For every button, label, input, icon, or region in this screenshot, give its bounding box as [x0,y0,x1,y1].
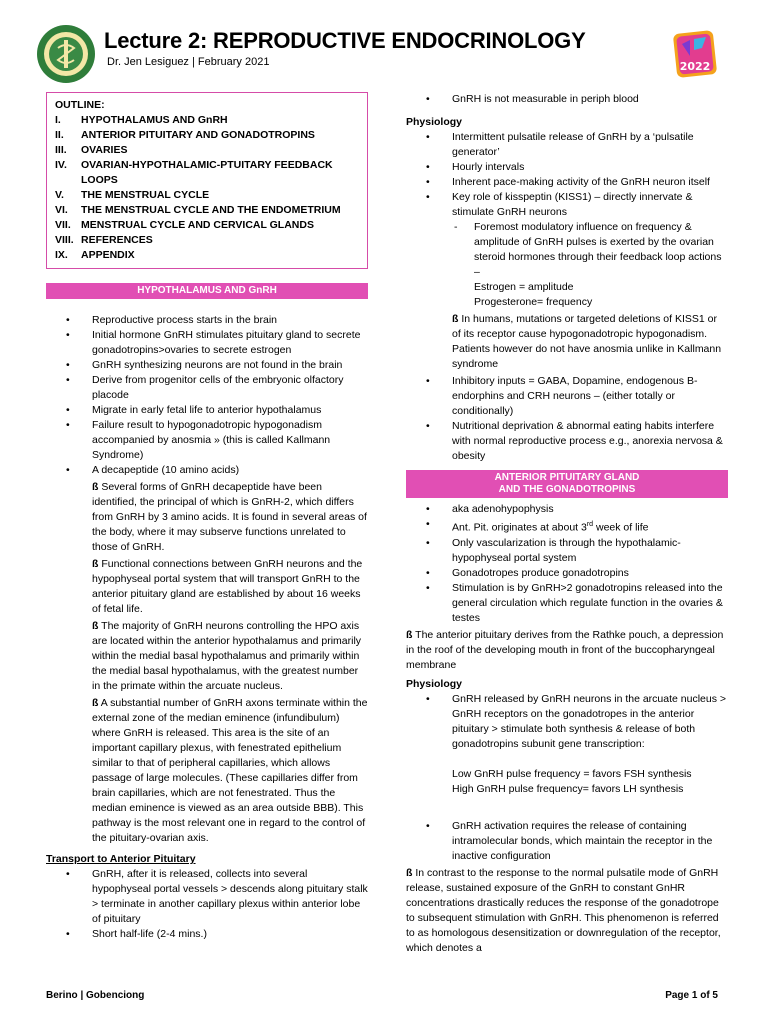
outline-item-number: IX. [55,249,68,261]
high-pulse-line: High GnRH pulse frequency= favors LH synthesis [452,782,684,795]
origin-text-end: week of life [593,521,649,534]
list-item: • Initial hormone GnRH stimulates pituitary gland to secrete gonadotropins>ovaries to secrete estrogen [46,328,368,358]
dash-item-text: Foremost modulatory influence on frequency & amplitude of GnRH pulses is exerted by the ovarian steroid hormones through their feedback loop actions – [474,221,722,278]
page-footer [46,990,718,1001]
page-header [0,0,768,90]
list-item: • Failure result to hypogonadotropic hypogonadism accompanied by anosmia » (this is called Kallmann Syndrome) [46,418,368,463]
note-paragraph-text: A substantial number of GnRH axons terminate within the external zone of the median eminence (infundibulum) where GnRH is released. This area is the site of an important capillary plexus, with fenestrated epithelium similar to that of peripheral capillaries, which allows passage of large molecules. (These capillaries differ from brain capillaries, which are not fenestrated. Thus the median eminence is viewed as an area outside BBB). This pathway is the most relevant one in regard to the control of the pituitary-ovarian axis. [92,697,368,844]
note-paragraph-text: Several forms of GnRH decapeptide have been identified, the principal of which is GnRH-2, which differs from GnRH by 3 amino acids. It is found in several areas of the body, where it may subserve functions unrelated to those of GnRH. [92,481,367,553]
outline-item [55,143,361,158]
progesterone-line: Progesterone= frequency [474,296,593,308]
origin-text: Ant. Pit. originates at about 3 [452,521,587,534]
left-column [46,92,368,942]
pulse-frequency-notes [452,767,728,797]
outline-item-label: OVARIAN-HYPOTHALAMIC-PTUITARY FEEDBACK LOOPS [81,159,333,186]
section-banner-anterior-pituitary [406,470,728,498]
list-item: • Intermittent pulsatile release of GnRH by a ‘pulsatile generator’ [406,130,728,160]
list-item: • GnRH synthesizing neurons are not found in the brain [46,358,368,373]
list-item: • Reproductive process starts in the brain [46,313,368,328]
outline-item-number: VIII. [55,234,74,246]
outline-item-number: VII. [55,219,71,231]
banner-line-1: ANTERIOR PITUITARY GLAND [494,472,640,483]
list-item: • Nutritional deprivation & abnormal eating habits interfere with normal reproductive process e.g., anorexia nervosa & obesity [406,419,728,464]
banner-line-2: AND THE GONADOTROPINS [498,484,636,495]
transport-heading: Transport to Anterior Pituitary [46,853,196,865]
note-paragraph-text: The majority of GnRH neurons controlling the HPO axis are located within the anterior hypothalamus and primarily within the medial basal hypothalamus and primarily within the medial basal hypothalamus, with the greatest number in the primate within the arcuate nucleus. [92,620,362,692]
outline-item [55,233,361,248]
estrogen-line: Estrogen = amplitude [474,281,574,293]
section-banner-hypothalamus: HYPOTHALAMUS AND GnRH [46,283,368,299]
low-pulse-line: Low GnRH pulse frequency = favors FSH synthesis [452,767,692,780]
desensitization-paragraph-text: In contrast to the response to the normal pulsatile mode of GnRH release, sustained exposure of the GnRH to constant GnHR concentrations drastically reduces the response of the gonadotrope to subsequent stimulation with GnRH. This phenomenon is referred to as homologous desensitization or downregulation of the receptor, which denotes a [406,866,721,954]
outline-item-number: IV. [55,159,67,171]
anterior-pituitary-bullet-list [406,502,728,626]
list-item: • Key role of kisspeptin (KISS1) – directly innervate & stimulate GnRH neurons [406,190,728,220]
note-paragraph [92,619,368,694]
outline-item [55,188,361,203]
physiology2-heading: Physiology [406,677,463,690]
outline-item-label: ANTERIOR PITUITARY AND GONADOTROPINS [81,129,315,141]
outline-item-label: HYPOTHALAMUS AND GnRH [81,114,228,126]
outline-item-number: VI. [55,204,68,216]
outline-item [55,218,361,233]
outline-item-number: II. [55,129,64,141]
list-item: • Derive from progenitor cells of the embryonic olfactory placode [46,373,368,403]
list-item: • Inhibitory inputs = GABA, Dopamine, endogenous B-endorphins and CRH neurons – (either totally or conditionally) [406,374,728,419]
list-item: • GnRH released by GnRH neurons in the arcuate nucleus > GnRH receptors on the gonadotropes in the anterior pituitary > stimulate both synthesis & release of both gonadotropins subunit gene transcription: [406,692,728,752]
beta-symbol: ß [92,558,99,570]
outline-item [55,203,361,218]
gnrh-activation-bullet-list [406,819,728,864]
note-paragraph [92,696,368,846]
outline-item [55,113,361,128]
list-item: • aka adenohypophysis [406,502,728,517]
note-paragraph-text: Functional connections between GnRH neurons and the hypophyseal portal system that will transport GnRH to the anterior pituitary gland are established by about 16 weeks of fetal life. [92,558,363,615]
outline-item-label: THE MENSTRUAL CYCLE [81,189,210,201]
outline-list [55,113,361,263]
right-column [406,92,728,958]
list-item: • Inherent pace-making activity of the GnRH neuron itself [406,175,728,190]
outline-item [55,158,361,188]
university-seal-icon [36,24,96,84]
outline-item-number: I. [55,114,61,126]
list-item: • Only vascularization is through the hypothalamic-hypophyseal portal system [406,536,728,566]
outline-item-number: V. [55,189,64,201]
outline-title: OUTLINE: [55,99,105,111]
beta-symbol: ß [92,620,99,632]
physiology-bullet-list [406,130,728,220]
list-item: • GnRH activation requires the release of containing intramolecular bonds, which maintain the receptor in the inactive configuration [406,819,728,864]
decapeptide-notes [92,480,368,846]
outline-item-label: OVARIES [81,144,128,156]
outline-item-label: THE MENSTRUAL CYCLE AND THE ENDOMETRIUM [81,204,341,216]
origin-superscript: rd [586,521,594,528]
physiology-heading: Physiology [406,116,463,128]
note-paragraph [92,480,368,555]
footer-authors: Berino | Gobenciong [46,990,145,1001]
list-item: • GnRH, after it is released, collects into several hypophyseal portal vessels > descends along pituitary stalk > terminate in another capillary plexus within anterior lobe of pituitary [46,867,368,927]
list-item [406,517,728,536]
hypothalamus-bullet-list [46,313,368,478]
rathke-paragraph-text: The anterior pituitary derives from the Rathke pouch, a depression in the roof of the developing mouth in front of the buccopharyngeal membrane [406,628,724,671]
footer-page-number: Page 1 of 5 [665,990,718,1001]
outline-item-label: REFERENCES [81,234,153,246]
kisspeptin-notes [452,220,728,372]
transport-bullet-list [46,867,368,942]
list-item: • Migrate in early fetal life to anterior hypothalamus [46,403,368,418]
note-paragraph [92,557,368,617]
outline-item [55,248,361,263]
outline-item-label: APPENDIX [81,249,135,261]
beta-symbol: ß [406,628,413,641]
list-item: • GnRH is not measurable in periph blood [406,92,728,107]
feedback-dash-item [452,220,728,310]
beta-symbol: ß [92,697,99,709]
inhibitory-bullet-list [406,374,728,464]
rathke-paragraph [406,628,728,673]
outline-item-label: MENSTRUAL CYCLE AND CERVICAL GLANDS [81,219,314,231]
list-item: • A decapeptide (10 amino acids) [46,463,368,478]
list-item: • Gonadotropes produce gonadotropins [406,566,728,581]
class-logo-text: 2022 [679,60,711,73]
page-title: Lecture 2: REPRODUCTIVE ENDOCRINOLOGY [104,28,586,53]
list-item: • Short half-life (2-4 mins.) [46,927,368,942]
beta-symbol: ß [406,866,413,879]
beta-symbol: ß [92,481,99,493]
page-subtitle: Dr. Jen Lesiguez | February 2021 [107,56,270,68]
desensitization-paragraph [406,866,728,956]
list-item: • Hourly intervals [406,160,728,175]
kiss-paragraph [452,312,728,372]
outline-item [55,128,361,143]
list-item: • Stimulation is by GnRH>2 gonadotropins released into the general circulation which regulate function in the ovaries & testes [406,581,728,626]
kiss-paragraph-text: In humans, mutations or targeted deletions of KISS1 or of its receptor cause hypogonadotropic hypogonadism. Patients however do not have anosmia unlike in Kallmann syndrome [452,313,722,370]
top-bullet-list [406,92,728,107]
class-logo-icon [672,26,718,80]
outline-box [46,92,368,269]
beta-symbol: ß [452,313,459,325]
gnrh-release-bullet-list [406,692,728,752]
outline-item-number: III. [55,144,67,156]
